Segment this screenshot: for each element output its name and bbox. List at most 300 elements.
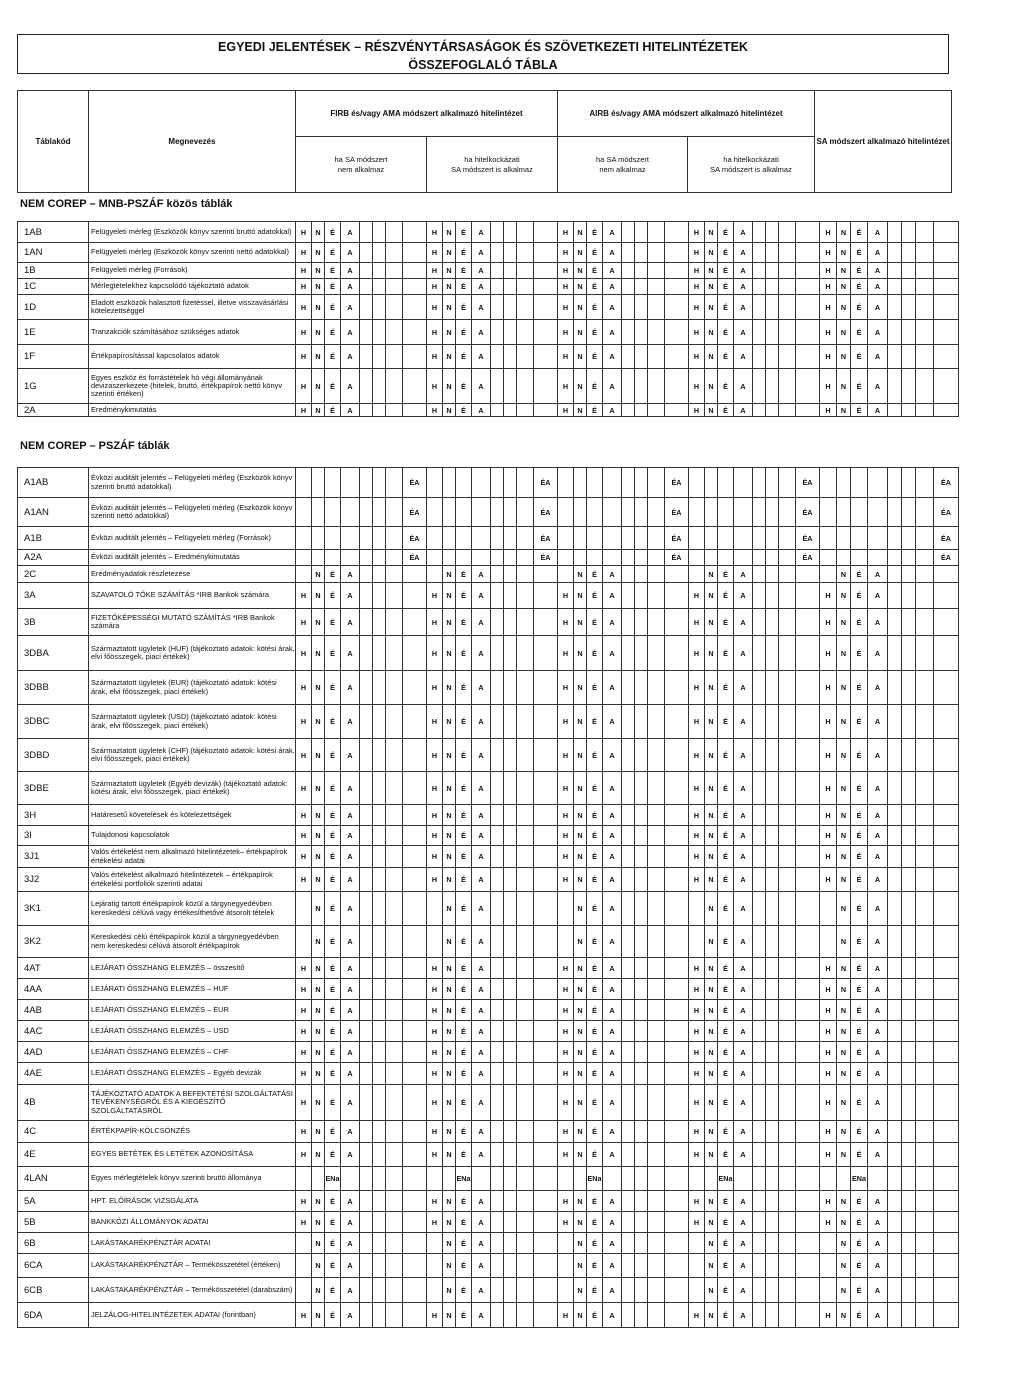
flag-cell: N bbox=[837, 805, 851, 826]
flag-cell: H bbox=[558, 958, 574, 979]
flag-cell bbox=[648, 1085, 665, 1121]
header-sa: SA módszert alkalmazó hitelintézet bbox=[815, 91, 952, 193]
flag-cell bbox=[403, 320, 427, 345]
flag-cell bbox=[534, 1167, 558, 1191]
flag-cell bbox=[534, 583, 558, 609]
flag-cell: A bbox=[341, 772, 360, 805]
flag-cell bbox=[635, 1212, 648, 1233]
flag-cell bbox=[796, 671, 820, 705]
row-code: 4E bbox=[18, 1143, 89, 1167]
flag-cell bbox=[766, 705, 779, 739]
row-name: LAKÁSTAKARÉKPÉNZTÁR – Termékösszetétel (darabszám) bbox=[89, 1278, 296, 1303]
flag-cell bbox=[491, 279, 504, 295]
flag-cell bbox=[902, 550, 916, 566]
flag-cell: A bbox=[734, 1063, 753, 1085]
flag-cell: H bbox=[296, 868, 312, 892]
flag-cell bbox=[902, 279, 916, 295]
flag-cell bbox=[534, 826, 558, 846]
flag-cell bbox=[427, 550, 443, 566]
flag-cell bbox=[517, 295, 534, 320]
flag-cell bbox=[491, 1278, 504, 1303]
flag-cell: É bbox=[325, 636, 341, 671]
flag-cell: A bbox=[472, 243, 491, 263]
flag-cell: H bbox=[558, 1021, 574, 1042]
flag-cell: É bbox=[587, 404, 603, 417]
flag-cell: H bbox=[558, 404, 574, 417]
flag-cell: N bbox=[837, 826, 851, 846]
flag-cell: É bbox=[456, 826, 472, 846]
flag-cell: N bbox=[837, 1278, 851, 1303]
flag-cell: ÉA bbox=[796, 550, 820, 566]
flag-cell bbox=[934, 846, 959, 868]
section-title-2: NEM COREP – PSZÁF táblák bbox=[20, 440, 170, 452]
flag-cell: H bbox=[689, 263, 705, 279]
flag-cell: É bbox=[325, 1000, 341, 1021]
flag-cell: N bbox=[837, 320, 851, 345]
row-name: Egyes mérlegtételek könyv szerinti bruttó állománya bbox=[89, 1167, 296, 1191]
flag-cell: A bbox=[341, 826, 360, 846]
flag-cell bbox=[491, 636, 504, 671]
flag-cell: A bbox=[341, 739, 360, 772]
flag-cell: N bbox=[837, 404, 851, 417]
flag-cell bbox=[360, 958, 373, 979]
flag-cell bbox=[753, 345, 766, 369]
flag-cell: N bbox=[705, 566, 718, 583]
flag-cell bbox=[373, 369, 386, 404]
flag-cell bbox=[779, 1063, 796, 1085]
flag-cell bbox=[403, 404, 427, 417]
row-code: 1B bbox=[18, 263, 89, 279]
flag-cell: É bbox=[718, 1254, 734, 1278]
flag-cell bbox=[491, 527, 504, 550]
flag-cell: A bbox=[603, 345, 622, 369]
flag-cell bbox=[360, 826, 373, 846]
flag-cell bbox=[888, 705, 902, 739]
flag-cell bbox=[635, 566, 648, 583]
flag-cell: A bbox=[868, 1303, 888, 1328]
flag-cell bbox=[753, 1254, 766, 1278]
flag-cell: É bbox=[718, 1000, 734, 1021]
flag-cell bbox=[888, 846, 902, 868]
flag-cell bbox=[779, 739, 796, 772]
flag-cell: H bbox=[820, 1191, 837, 1212]
flag-cell: A bbox=[868, 1278, 888, 1303]
flag-cell bbox=[360, 295, 373, 320]
flag-cell bbox=[665, 705, 689, 739]
flag-cell bbox=[403, 1000, 427, 1021]
flag-cell bbox=[796, 805, 820, 826]
flag-cell: H bbox=[296, 243, 312, 263]
flag-cell bbox=[868, 527, 888, 550]
flag-cell: N bbox=[705, 1085, 718, 1121]
flag-cell bbox=[386, 846, 403, 868]
flag-cell: N bbox=[574, 279, 587, 295]
flag-cell bbox=[622, 1212, 635, 1233]
flag-cell bbox=[902, 671, 916, 705]
flag-cell bbox=[504, 243, 517, 263]
flag-cell bbox=[534, 892, 558, 926]
flag-cell bbox=[648, 1021, 665, 1042]
flag-cell bbox=[635, 583, 648, 609]
flag-cell: N bbox=[443, 826, 456, 846]
flag-cell bbox=[360, 1000, 373, 1021]
flag-cell: É bbox=[325, 739, 341, 772]
flag-cell: H bbox=[689, 243, 705, 263]
flag-cell: É bbox=[325, 1278, 341, 1303]
flag-cell: A bbox=[734, 345, 753, 369]
row-code: 3H bbox=[18, 805, 89, 826]
flag-cell: A bbox=[868, 1191, 888, 1212]
flag-cell bbox=[766, 1303, 779, 1328]
table-row bbox=[18, 1167, 959, 1191]
flag-cell: H bbox=[296, 345, 312, 369]
flag-cell: A bbox=[868, 1021, 888, 1042]
flag-cell: ÉA bbox=[934, 468, 959, 498]
flag-cell bbox=[934, 1233, 959, 1254]
flag-cell bbox=[779, 468, 796, 498]
flag-cell bbox=[622, 1121, 635, 1143]
flag-cell bbox=[753, 527, 766, 550]
flag-cell: N bbox=[312, 826, 325, 846]
flag-cell bbox=[296, 1167, 312, 1191]
flag-cell: A bbox=[868, 805, 888, 826]
flag-cell bbox=[504, 705, 517, 739]
flag-cell: É bbox=[325, 1254, 341, 1278]
flag-cell bbox=[902, 1303, 916, 1328]
flag-cell bbox=[665, 345, 689, 369]
flag-cell: H bbox=[820, 979, 837, 1000]
flag-cell bbox=[665, 1143, 689, 1167]
flag-cell bbox=[403, 892, 427, 926]
flag-cell: N bbox=[443, 369, 456, 404]
flag-cell: H bbox=[558, 583, 574, 609]
flag-cell bbox=[916, 550, 934, 566]
flag-cell: É bbox=[456, 739, 472, 772]
flag-cell: H bbox=[296, 979, 312, 1000]
flag-cell bbox=[491, 958, 504, 979]
flag-cell bbox=[916, 846, 934, 868]
flag-cell bbox=[491, 1303, 504, 1328]
flag-cell: A bbox=[341, 222, 360, 243]
flag-cell bbox=[517, 805, 534, 826]
flag-cell bbox=[622, 222, 635, 243]
flag-cell bbox=[916, 1303, 934, 1328]
flag-cell: A bbox=[868, 705, 888, 739]
flag-cell bbox=[517, 583, 534, 609]
flag-cell: N bbox=[837, 636, 851, 671]
flag-cell bbox=[902, 468, 916, 498]
flag-cell bbox=[916, 1021, 934, 1042]
flag-cell: É bbox=[718, 1212, 734, 1233]
flag-cell bbox=[796, 1303, 820, 1328]
flag-cell bbox=[635, 1233, 648, 1254]
flag-cell bbox=[386, 868, 403, 892]
flag-cell bbox=[373, 868, 386, 892]
flag-cell bbox=[689, 468, 705, 498]
flag-cell bbox=[753, 1021, 766, 1042]
flag-cell bbox=[916, 345, 934, 369]
flag-cell: É bbox=[718, 263, 734, 279]
flag-cell bbox=[534, 1303, 558, 1328]
flag-cell bbox=[820, 468, 837, 498]
flag-cell bbox=[934, 369, 959, 404]
flag-cell bbox=[635, 671, 648, 705]
flag-cell: A bbox=[341, 1212, 360, 1233]
flag-cell: A bbox=[734, 958, 753, 979]
flag-cell bbox=[888, 583, 902, 609]
flag-cell bbox=[622, 279, 635, 295]
flag-cell bbox=[779, 1303, 796, 1328]
flag-cell bbox=[427, 892, 443, 926]
flag-cell bbox=[779, 295, 796, 320]
flag-cell bbox=[665, 609, 689, 636]
flag-cell bbox=[779, 926, 796, 958]
flag-cell bbox=[779, 222, 796, 243]
flag-cell: É bbox=[851, 583, 868, 609]
flag-cell bbox=[312, 1167, 325, 1191]
flag-cell: H bbox=[296, 1121, 312, 1143]
flag-cell: A bbox=[472, 1063, 491, 1085]
flag-cell bbox=[504, 369, 517, 404]
flag-cell: H bbox=[558, 295, 574, 320]
flag-cell bbox=[574, 1167, 587, 1191]
flag-cell bbox=[779, 566, 796, 583]
flag-cell: H bbox=[689, 1021, 705, 1042]
flag-cell: H bbox=[296, 279, 312, 295]
flag-cell bbox=[796, 1021, 820, 1042]
flag-cell: A bbox=[603, 805, 622, 826]
flag-cell bbox=[360, 527, 373, 550]
flag-cell: N bbox=[837, 1042, 851, 1063]
flag-cell: É bbox=[456, 1121, 472, 1143]
flag-cell: N bbox=[312, 636, 325, 671]
flag-cell bbox=[491, 243, 504, 263]
flag-cell: A bbox=[868, 369, 888, 404]
flag-cell bbox=[902, 566, 916, 583]
flag-cell: N bbox=[837, 926, 851, 958]
flag-cell bbox=[779, 369, 796, 404]
flag-cell: É bbox=[456, 345, 472, 369]
flag-cell bbox=[403, 263, 427, 279]
row-code: 4AE bbox=[18, 1063, 89, 1085]
flag-cell: É bbox=[456, 1021, 472, 1042]
flag-cell bbox=[902, 1212, 916, 1233]
flag-cell bbox=[534, 705, 558, 739]
flag-cell bbox=[916, 1143, 934, 1167]
table-row bbox=[18, 1121, 959, 1143]
flag-cell: É bbox=[456, 958, 472, 979]
flag-cell bbox=[491, 1212, 504, 1233]
flag-cell bbox=[934, 892, 959, 926]
flag-cell bbox=[635, 369, 648, 404]
flag-cell: A bbox=[603, 369, 622, 404]
flag-cell bbox=[472, 468, 491, 498]
flag-cell bbox=[622, 295, 635, 320]
flag-cell bbox=[648, 1191, 665, 1212]
flag-cell: É bbox=[325, 369, 341, 404]
flag-cell: N bbox=[312, 892, 325, 926]
flag-cell bbox=[403, 1085, 427, 1121]
header-sub: ha hitelkockázati SA módszert is alkalmaz bbox=[427, 137, 558, 193]
flag-cell bbox=[648, 566, 665, 583]
flag-cell bbox=[635, 846, 648, 868]
flag-cell bbox=[753, 263, 766, 279]
flag-cell: H bbox=[427, 1021, 443, 1042]
flag-cell: A bbox=[341, 979, 360, 1000]
flag-cell bbox=[558, 527, 574, 550]
flag-cell: É bbox=[718, 772, 734, 805]
flag-cell: A bbox=[603, 1254, 622, 1278]
flag-cell bbox=[796, 1167, 820, 1191]
flag-cell: H bbox=[820, 1143, 837, 1167]
row-code: 1D bbox=[18, 295, 89, 320]
flag-cell bbox=[902, 1278, 916, 1303]
flag-cell bbox=[325, 527, 341, 550]
flag-cell bbox=[373, 1278, 386, 1303]
flag-cell bbox=[386, 404, 403, 417]
flag-cell bbox=[779, 1021, 796, 1042]
flag-cell bbox=[472, 498, 491, 527]
flag-cell bbox=[916, 705, 934, 739]
flag-cell: N bbox=[574, 1278, 587, 1303]
flag-cell: A bbox=[341, 1143, 360, 1167]
flag-cell bbox=[491, 609, 504, 636]
flag-cell bbox=[534, 1254, 558, 1278]
flag-cell bbox=[427, 926, 443, 958]
flag-cell bbox=[403, 345, 427, 369]
flag-cell: N bbox=[705, 404, 718, 417]
flag-cell bbox=[766, 868, 779, 892]
flag-cell: N bbox=[837, 222, 851, 243]
flag-cell bbox=[916, 671, 934, 705]
flag-cell: É bbox=[587, 1303, 603, 1328]
flag-cell bbox=[689, 1167, 705, 1191]
flag-cell bbox=[766, 1278, 779, 1303]
flag-cell bbox=[753, 1063, 766, 1085]
flag-cell bbox=[504, 826, 517, 846]
flag-cell bbox=[456, 498, 472, 527]
flag-cell: H bbox=[427, 1121, 443, 1143]
flag-cell: A bbox=[341, 1303, 360, 1328]
flag-cell: É bbox=[456, 772, 472, 805]
flag-cell bbox=[491, 1167, 504, 1191]
row-code: 5A bbox=[18, 1191, 89, 1212]
flag-cell bbox=[622, 583, 635, 609]
flag-cell bbox=[934, 1042, 959, 1063]
flag-cell bbox=[766, 527, 779, 550]
flag-cell: N bbox=[312, 958, 325, 979]
flag-cell: É bbox=[325, 222, 341, 243]
flag-cell: N bbox=[574, 739, 587, 772]
flag-cell: N bbox=[312, 671, 325, 705]
flag-cell: H bbox=[820, 609, 837, 636]
flag-cell: A bbox=[603, 846, 622, 868]
flag-cell bbox=[360, 1254, 373, 1278]
flag-cell: H bbox=[820, 1085, 837, 1121]
flag-cell: N bbox=[443, 739, 456, 772]
flag-cell bbox=[296, 926, 312, 958]
flag-cell: N bbox=[443, 892, 456, 926]
row-code: 3DBC bbox=[18, 705, 89, 739]
flag-cell bbox=[753, 1143, 766, 1167]
flag-cell: N bbox=[574, 636, 587, 671]
flag-cell bbox=[491, 345, 504, 369]
flag-cell: N bbox=[837, 1212, 851, 1233]
flag-cell: A bbox=[868, 772, 888, 805]
flag-cell: N bbox=[705, 1303, 718, 1328]
flag-cell bbox=[373, 739, 386, 772]
flag-cell bbox=[665, 772, 689, 805]
flag-cell bbox=[517, 1167, 534, 1191]
flag-cell bbox=[796, 772, 820, 805]
flag-cell bbox=[902, 868, 916, 892]
flag-cell bbox=[386, 527, 403, 550]
table-row bbox=[18, 468, 959, 498]
flag-cell: N bbox=[312, 609, 325, 636]
flag-cell bbox=[753, 404, 766, 417]
flag-cell bbox=[779, 1000, 796, 1021]
flag-cell bbox=[888, 468, 902, 498]
flag-cell bbox=[622, 705, 635, 739]
flag-cell bbox=[386, 498, 403, 527]
flag-cell: A bbox=[472, 369, 491, 404]
flag-cell: A bbox=[734, 1121, 753, 1143]
flag-cell: N bbox=[443, 926, 456, 958]
flag-cell bbox=[587, 498, 603, 527]
flag-cell: A bbox=[341, 566, 360, 583]
flag-cell bbox=[373, 958, 386, 979]
flag-cell: N bbox=[705, 1143, 718, 1167]
flag-cell: É bbox=[851, 772, 868, 805]
flag-cell bbox=[491, 1063, 504, 1085]
flag-cell bbox=[491, 1191, 504, 1212]
flag-cell: A bbox=[734, 979, 753, 1000]
flag-cell bbox=[360, 279, 373, 295]
flag-cell bbox=[665, 1278, 689, 1303]
flag-cell: É bbox=[456, 609, 472, 636]
flag-cell bbox=[491, 550, 504, 566]
flag-cell: A bbox=[341, 369, 360, 404]
flag-cell bbox=[504, 279, 517, 295]
flag-cell bbox=[534, 1212, 558, 1233]
flag-cell: É bbox=[718, 609, 734, 636]
flag-cell bbox=[753, 320, 766, 345]
flag-cell bbox=[648, 805, 665, 826]
flag-cell: A bbox=[341, 1021, 360, 1042]
flag-cell bbox=[504, 846, 517, 868]
flag-cell: H bbox=[427, 609, 443, 636]
flag-cell bbox=[796, 566, 820, 583]
flag-cell bbox=[603, 527, 622, 550]
flag-cell bbox=[820, 498, 837, 527]
flag-cell bbox=[534, 1278, 558, 1303]
flag-cell bbox=[360, 1085, 373, 1121]
flag-cell: N bbox=[443, 1254, 456, 1278]
flag-cell: N bbox=[443, 958, 456, 979]
flag-cell: A bbox=[868, 295, 888, 320]
flag-cell bbox=[622, 1191, 635, 1212]
flag-cell bbox=[360, 805, 373, 826]
flag-cell: A bbox=[472, 345, 491, 369]
table-row bbox=[18, 527, 959, 550]
flag-cell bbox=[916, 295, 934, 320]
flag-cell: A bbox=[734, 636, 753, 671]
table-row bbox=[18, 926, 959, 958]
flag-cell bbox=[888, 1085, 902, 1121]
row-name: LAKÁSTAKARÉKPÉNZTÁR – Termékösszetétel (értéken) bbox=[89, 1254, 296, 1278]
table-row bbox=[18, 1212, 959, 1233]
flag-cell bbox=[665, 1121, 689, 1143]
